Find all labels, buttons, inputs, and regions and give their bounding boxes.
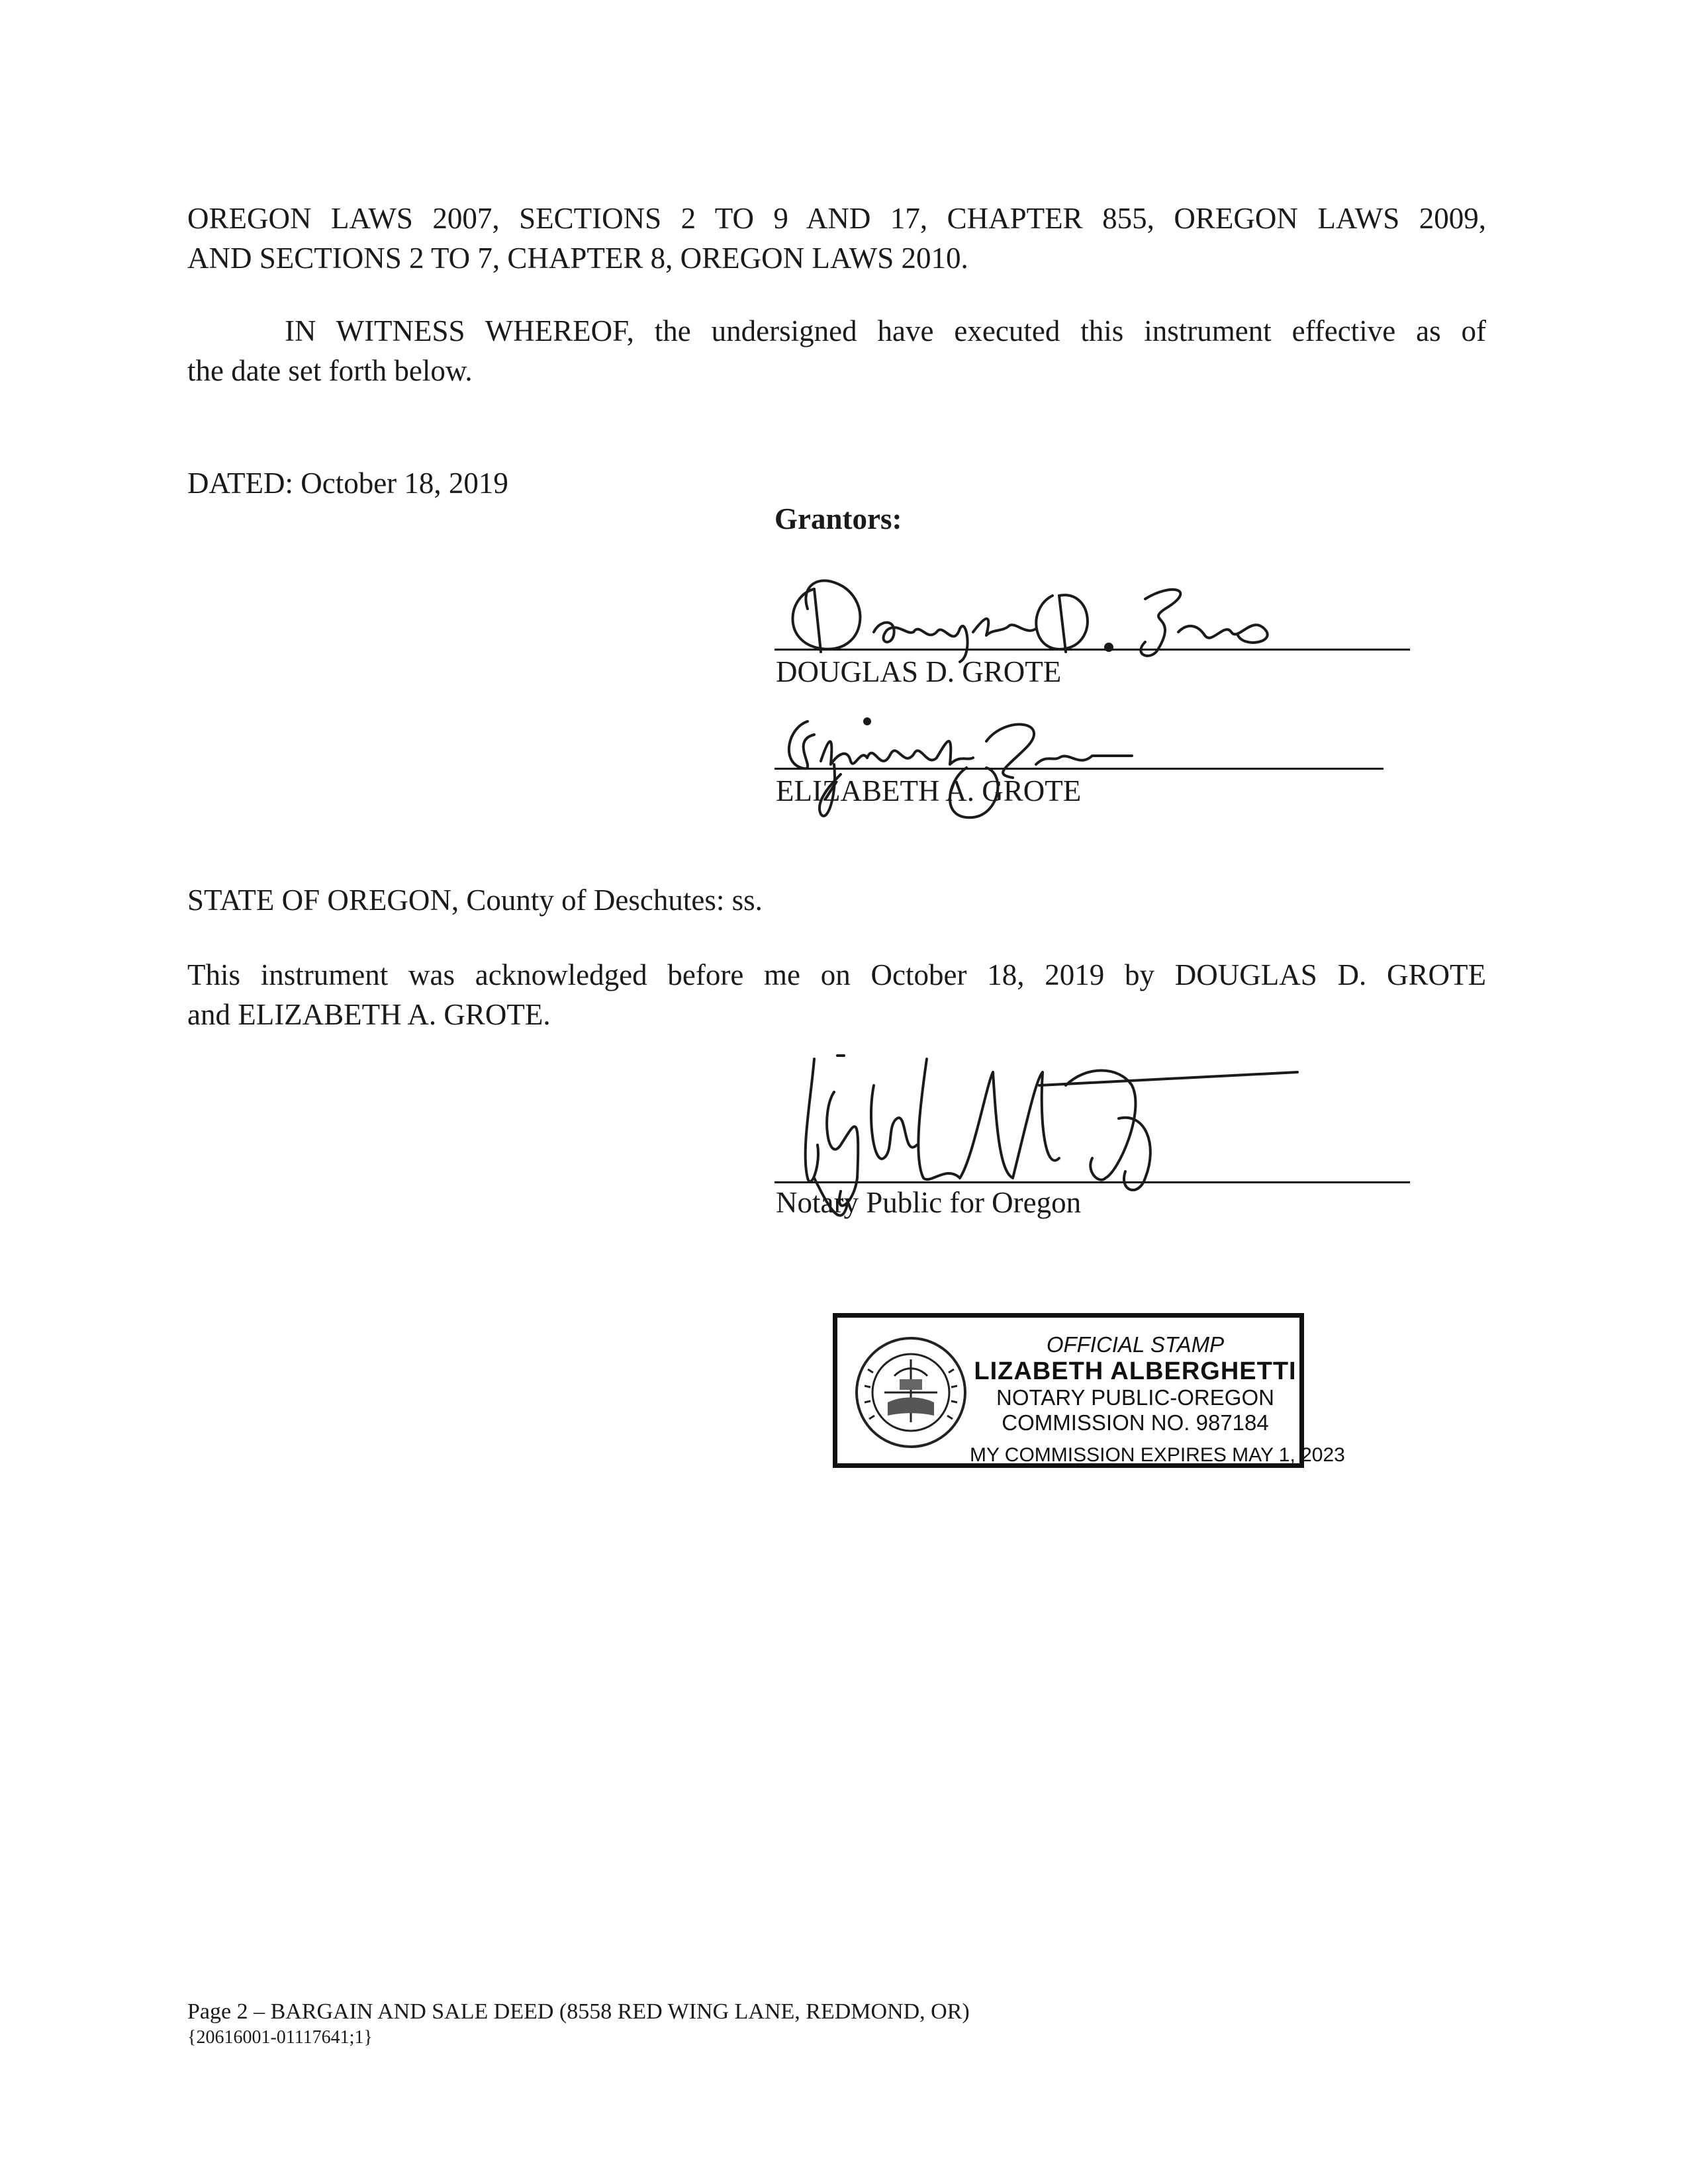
statute-text-line-1: OREGON LAWS 2007, SECTIONS 2 TO 9 AND 17, CHAPTER 855, OREGON LAWS 2009,	[187, 202, 1486, 235]
document-id: {20616001-01117641;1}	[187, 2027, 373, 2048]
statute-text-line-2: AND SECTIONS 2 TO 7, CHAPTER 8, OREGON LAWS 2010.	[187, 242, 968, 275]
grantor2-signature	[774, 702, 1145, 834]
notary-caption: Notary Public for Oregon	[776, 1186, 1082, 1219]
acknowledgment-line-1: This instrument was acknowledged before me on October 18, 2019 by DOUGLAS D. GROTE	[187, 958, 1486, 991]
stamp-commission-number: COMMISSION NO. 987184	[1002, 1410, 1269, 1435]
stamp-expiration: MY COMMISSION EXPIRES MAY 1, 2023	[970, 1444, 1345, 1466]
oregon-state-seal-icon	[848, 1330, 974, 1455]
stamp-notary-name: LIZABETH ALBERGHETTI	[974, 1357, 1297, 1385]
dated-line: DATED: October 18, 2019	[187, 467, 508, 500]
stamp-heading: OFFICIAL STAMP	[1046, 1332, 1225, 1357]
witness-clause-line-1: IN WITNESS WHEREOF, the undersigned have executed this instrument effective as of	[285, 314, 1486, 347]
official-notary-stamp	[833, 1313, 1345, 1468]
acknowledgment-line-2: and ELIZABETH A. GROTE.	[187, 998, 551, 1031]
stamp-title: NOTARY PUBLIC-OREGON	[996, 1385, 1274, 1410]
witness-clause-line-2: the date set forth below.	[187, 354, 473, 387]
grantors-heading: Grantors:	[774, 502, 902, 535]
grantor1-name: DOUGLAS D. GROTE	[776, 655, 1062, 688]
grantor2-name: ELIZABETH A. GROTE	[776, 774, 1082, 807]
page-footer: Page 2 – BARGAIN AND SALE DEED (8558 RED WING LANE, REDMOND, OR)	[187, 1999, 970, 2024]
venue-line: STATE OF OREGON, County of Deschutes: ss.	[187, 884, 763, 917]
